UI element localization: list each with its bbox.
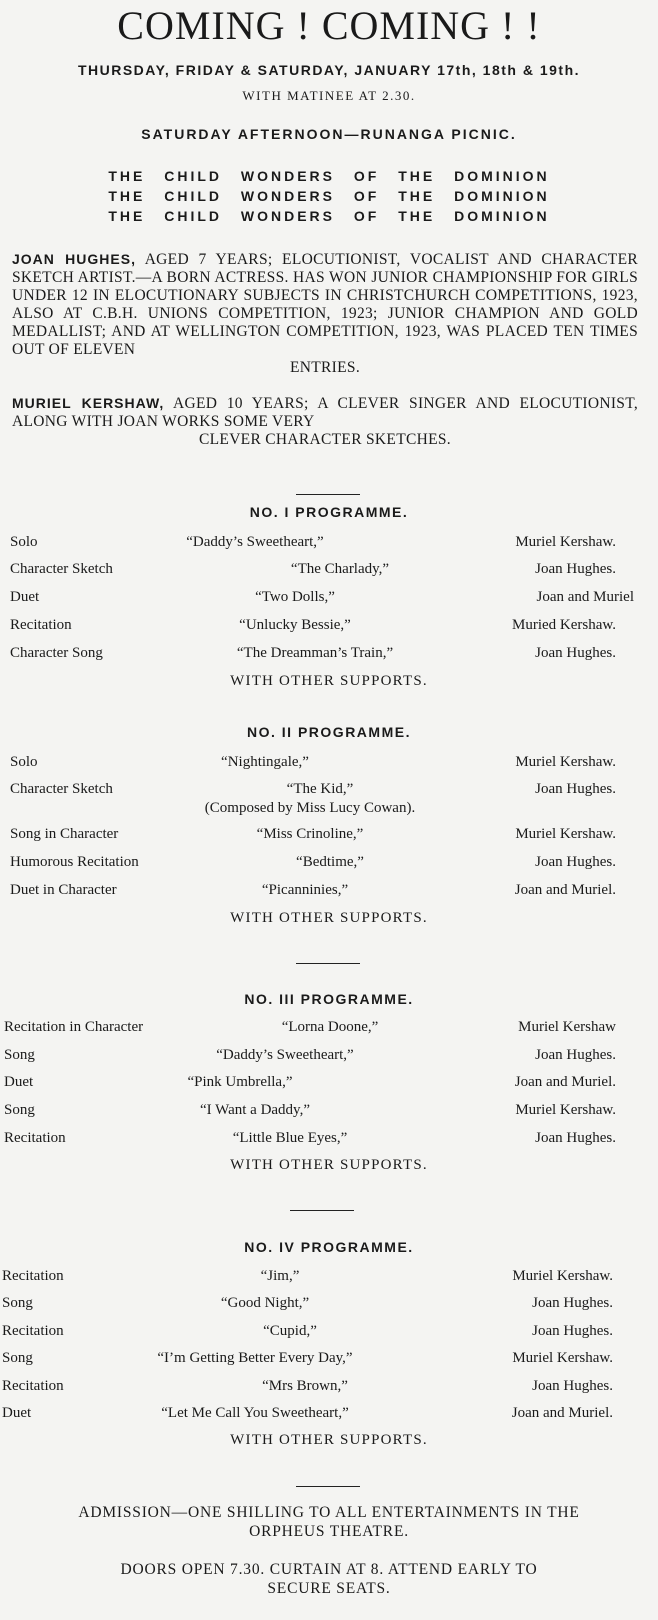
item-type: Song [4, 1047, 35, 1063]
item-type: Duet [2, 1405, 32, 1421]
performer: Joan Hughes. [535, 1047, 616, 1063]
divider-rule [296, 963, 360, 964]
piece-title: “The Charlady,” [290, 561, 390, 577]
programme-1-supports: WITH OTHER SUPPORTS. [230, 673, 428, 689]
piece-title: “Pink Umbrella,” [187, 1074, 293, 1090]
programme-2-title: NO. II PROGRAMME. [247, 724, 411, 740]
item-type: Humorous Recitation [10, 854, 139, 870]
piece-title: “Little Blue Eyes,” [232, 1130, 348, 1146]
performer: Joan Hughes. [532, 1295, 613, 1311]
item-type: Song in Character [10, 826, 119, 842]
performer: Muriel Kershaw. [512, 1350, 613, 1366]
piece-title: “Two Dolls,” [255, 589, 335, 605]
performer: Joan Hughes. [532, 1323, 613, 1339]
performer: Joan Hughes. [532, 1378, 613, 1394]
item-type: Song [2, 1350, 33, 1366]
programme-3-title: NO. III PROGRAMME. [244, 991, 414, 1007]
performer: Joan and Muriel. [514, 1074, 616, 1090]
admission-line-1: ADMISSION—ONE SHILLING TO ALL ENTERTAINMENTS IN THE [78, 1504, 580, 1521]
item-type: Character Song [10, 645, 103, 661]
programme-4-supports: WITH OTHER SUPPORTS. [230, 1432, 428, 1448]
item-type: Recitation in Character [4, 1019, 144, 1035]
bio-text: AGED 7 YEARS; ELOCUTIONIST, VOCALIST AND CHARACTER SKETCH ARTIST.—A BORN ACTRESS. HAS WON JUNIOR CHAMPIONSHIP FOR GIRLS UNDER 12 IN ELOCUTIONARY SUBJECTS IN CHRISTCHURCH COMPETITIONS, 1923, ALSO AT C.B.H. UNIONS COMPETITION, 1923; JUNIOR CHAMPION AND GOLD MEDALLIST; AND AT WELLINGTON COMPETITION, 1923, WAS PLACED TEN TIMES OUT OF ELEVEN [12, 251, 638, 358]
performer: Joan Hughes. [535, 1130, 616, 1146]
wonders-line-2: THE CHILD WONDERS OF THE DOMINION [108, 188, 550, 204]
divider-rule [296, 1486, 360, 1487]
item-type: Song [2, 1295, 33, 1311]
programme-1-title: NO. I PROGRAMME. [249, 504, 409, 520]
divider-rule [290, 1210, 354, 1211]
bio-name: JOAN HUGHES, [12, 251, 136, 267]
doors-line-2: SECURE SEATS. [267, 1580, 391, 1597]
bio-muriel-kershaw [12, 394, 638, 449]
piece-title: “I Want a Daddy,” [200, 1102, 310, 1118]
bio-name: MURIEL KERSHAW, [12, 395, 165, 411]
performer: Joan and Muriel. [514, 882, 616, 898]
programme-4-title: NO. IV PROGRAMME. [244, 1239, 414, 1255]
wonders-line-3: THE CHILD WONDERS OF THE DOMINION [108, 208, 550, 224]
piece-title: “Let Me Call You Sweetheart,” [161, 1405, 349, 1421]
piece-title: “The Dreamman’s Train,” [236, 645, 394, 661]
admission-line-2: ORPHEUS THEATRE. [249, 1523, 409, 1540]
performer: Muriel Kershaw. [515, 1102, 616, 1118]
performer: Joan and Muriel. [511, 1405, 613, 1421]
bio-last-line: CLEVER CHARACTER SKETCHES. [199, 431, 451, 448]
piece-title: “Bedtime,” [296, 854, 364, 870]
item-type: Duet [10, 589, 40, 605]
item-type: Character Sketch [10, 781, 113, 797]
programme-2-supports: WITH OTHER SUPPORTS. [230, 910, 428, 926]
divider-rule [296, 494, 360, 495]
dates-line: THURSDAY, FRIDAY & SATURDAY, JANUARY 17th, 18th & 19th. [77, 62, 581, 78]
performer: Muriel Kershaw. [515, 534, 616, 550]
piece-title: “Unlucky Bessie,” [239, 617, 351, 633]
performer: Muriel Kershaw [518, 1019, 616, 1035]
programme-3-supports: WITH OTHER SUPPORTS. [230, 1157, 428, 1173]
item-type: Duet [4, 1074, 34, 1090]
piece-title: “Good Night,” [220, 1295, 310, 1311]
performer: Joan Hughes. [535, 561, 616, 577]
item-type: Recitation [4, 1130, 66, 1146]
piece-title: “Mrs Brown,” [262, 1378, 348, 1394]
piece-title: “The Kid,” [286, 781, 354, 797]
bio-joan-hughes [12, 250, 638, 377]
performer: Joan Hughes. [535, 645, 616, 661]
bio-text: AGED 10 YEARS; A CLEVER SINGER AND ELOCUTIONIST, ALONG WITH JOAN WORKS SOME VERY [12, 395, 638, 430]
performer: Muriel Kershaw. [515, 754, 616, 770]
composer-note: (Composed by Miss Lucy Cowan). [204, 800, 416, 816]
piece-title: “I’m Getting Better Every Day,” [157, 1350, 353, 1366]
performer: Joan Hughes. [535, 781, 616, 797]
piece-title: “Daddy’s Sweetheart,” [216, 1047, 354, 1063]
headline: COMING ! COMING ! ! [117, 3, 541, 48]
bio-last-line: ENTRIES. [290, 359, 360, 376]
doors-line-1: DOORS OPEN 7.30. CURTAIN AT 8. ATTEND EARLY TO [120, 1561, 538, 1578]
item-type: Solo [10, 534, 38, 550]
item-type: Duet in Character [10, 882, 117, 898]
item-type: Recitation [10, 617, 72, 633]
performer: Joan and Muriel [536, 589, 634, 605]
piece-title: “Jim,” [260, 1268, 300, 1284]
item-type: Recitation [2, 1323, 64, 1339]
item-type: Song [4, 1102, 35, 1118]
piece-title: “Nightingale,” [221, 754, 309, 770]
piece-title: “Daddy’s Sweetheart,” [186, 534, 324, 550]
piece-title: “Cupid,” [263, 1323, 317, 1339]
item-type: Recitation [2, 1268, 64, 1284]
performer: Muried Kershaw. [512, 617, 616, 633]
item-type: Solo [10, 754, 38, 770]
wonders-line-1: THE CHILD WONDERS OF THE DOMINION [108, 168, 550, 184]
matinee-line: WITH MATINEE AT 2.30. [242, 88, 416, 103]
performer: Muriel Kershaw. [515, 826, 616, 842]
piece-title: “Lorna Doone,” [281, 1019, 379, 1035]
picnic-line: SATURDAY AFTERNOON—RUNANGA PICNIC. [141, 126, 517, 142]
item-type: Recitation [2, 1378, 64, 1394]
item-type: Character Sketch [10, 561, 113, 577]
piece-title: “Picanninies,” [261, 882, 349, 898]
piece-title: “Miss Crinoline,” [256, 826, 364, 842]
performer: Muriel Kershaw. [512, 1268, 613, 1284]
performer: Joan Hughes. [535, 854, 616, 870]
